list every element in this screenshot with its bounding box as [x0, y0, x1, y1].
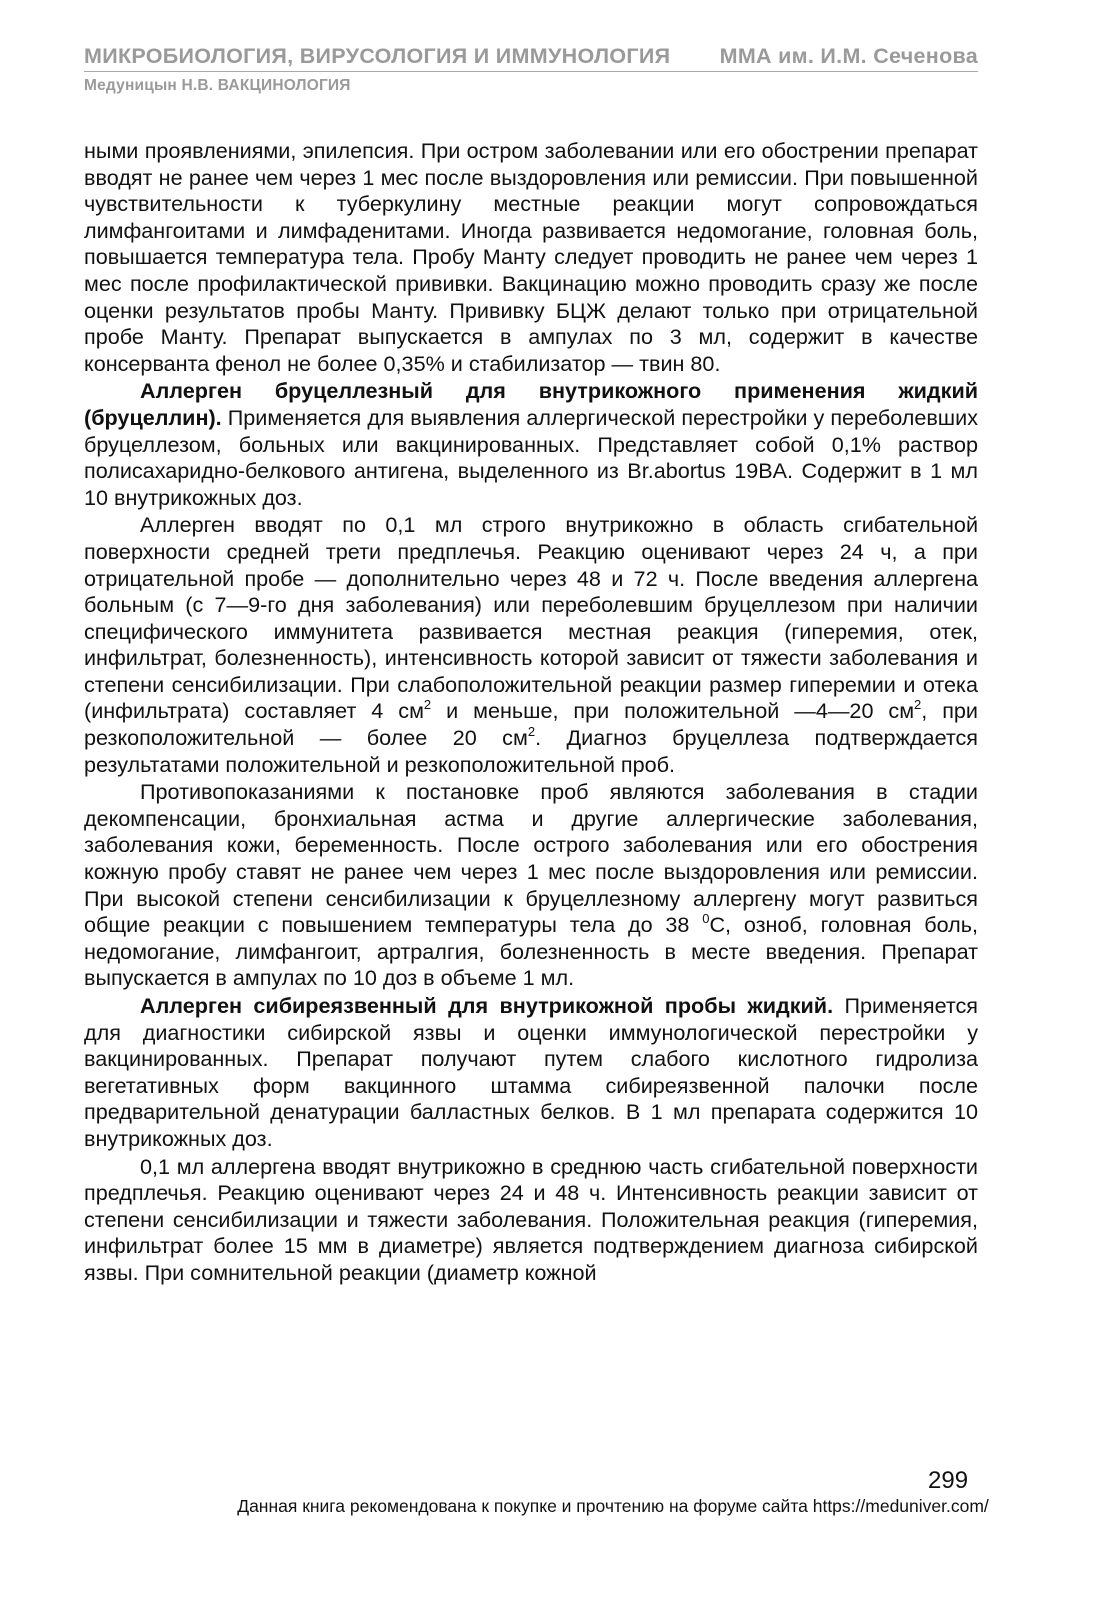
institution-name: ММА им. И.М. Сеченова [719, 44, 978, 68]
paragraph-6: 0,1 мл аллергена вводят внутрикожно в среднюю часть сгибательной поверхности предплечья. Реакцию оценивают через 24 и 48 ч. Интенсивность реакции зависит от степени сенсибилизации и тяжести заболевания. Положительная реакция (гиперемия, инфильтрат более 15 мм в диаметре) является подтверждением диагноза сибирской язвы. При сомнительной реакции (диаметр кожной [84, 1153, 978, 1285]
page-number: 299 [928, 1467, 969, 1494]
paragraph-4: Противопоказаниями к постановке проб являются заболевания в стадии декомпенсации, бронхиальная астма и другие аллергические заболевания, заболевания кожи, беременность. После острого заболевания или его обострения кожную пробу ставят не ранее чем через 1 мес после выздоровления или ремиссии. При высокой степени сенсибилизации к бруцеллезному аллергену могут развиться общие реакции с повышением температуры тела до 38 $^0$С, озноб, головная боль, недомогание, лимфангоит, артралгия, болезненность в месте введения. Препарат выпускается в ампулах по 10 доз в объеме 1 мл. [84, 779, 978, 991]
paragraph-2: Аллерген бруцеллезный для внутрикожного применения жидкий (бруцеллин). Применяется для выявления аллергической перестройки у переболевших бруцеллезом, больных или вакцинированных. Представляет собой 0,1% раствор полисахаридно-белкового антигена, выделенного из Br.abortus 19BA. Содержит в 1 мл 10 внутрикожных доз. [84, 378, 978, 510]
paragraph-1: ными проявлениями, эпилепсия. При остром заболевании или его обострении препарат вводят не ранее чем через 1 мес после выздоровления или ремиссии. При повышенной чувствительности к туберкулину местные реакции могут сопровождаться лимфангоитами и лимфаденитами. Иногда развивается недомогание, головная боль, повышается температура тела. Пробу Манту следует проводить не ранее чем через 1 мес после профилактической прививки. Вакцинацию можно проводить сразу же после оценки результатов пробы Манту. Прививку БЦЖ делают только при отрицательной пробе Манту. Препарат выпускается в ампулах по 3 мл, содержит в качестве консерванта фенол не более 0,35% и стабилизатор — твин 80. [84, 138, 978, 376]
body-text [84, 138, 978, 1287]
book-title: Медуницын Н.В. ВАКЦИНОЛОГИЯ [84, 77, 351, 94]
running-head-top [84, 44, 978, 72]
paragraph-lead: Аллерген сибиреязвенный для внутрикожной пробы жидкий. [140, 993, 834, 1018]
footer-note [0, 1496, 1106, 1517]
subject-title: МИКРОБИОЛОГИЯ, ВИРУСОЛОГИЯ И ИММУНОЛОГИЯ [84, 44, 671, 68]
paragraph-3: Аллерген вводят по 0,1 мл строго внутрикожно в область сгибательной поверхности средней трети предплечья. Реакцию оценивают через 24 ч, а при отрицательной пробе — дополнительно через 48 и 72 ч. После введения аллергена больным (с 7—9-го дня заболевания) или переболевшим бруцеллезом при наличии специфического иммунитета развивается местная реакция (гиперемия, отек, инфильтрат, болезненность), интенсивность которой зависит от тяжести заболевания и степени сенсибилизации. При слабоположительной реакции размер гиперемии и отека (инфильтрата) составляет 4 $см^2$ и меньше, при положительной —4—20 $см^2$, при резкоположительной — более 20 $см^2$. Диагноз бруцеллеза подтверждается результатами положительной и резкоположительной проб. [84, 512, 978, 777]
paragraph-lead: Аллерген бруцеллезный для внутрикожного применения жидкий (бруцеллин). [84, 378, 978, 430]
footer-text: Данная книга рекомендована к покупке и прочтению на форуме сайта https://meduniver.com/ [237, 1496, 989, 1516]
paragraph-5: Аллерген сибиреязвенный для внутрикожной пробы жидкий. Применяется для диагностики сибирской язвы и оценки иммунологической перестройки у вакцинированных. Препарат получают путем слабого кислотного гидролиза вегетативных форм вакцинного штамма сибиреязвенной палочки после предварительной денатурации балластных белков. В 1 мл препарата содержится 10 внутрикожных доз. [84, 993, 978, 1151]
running-head [84, 44, 978, 95]
